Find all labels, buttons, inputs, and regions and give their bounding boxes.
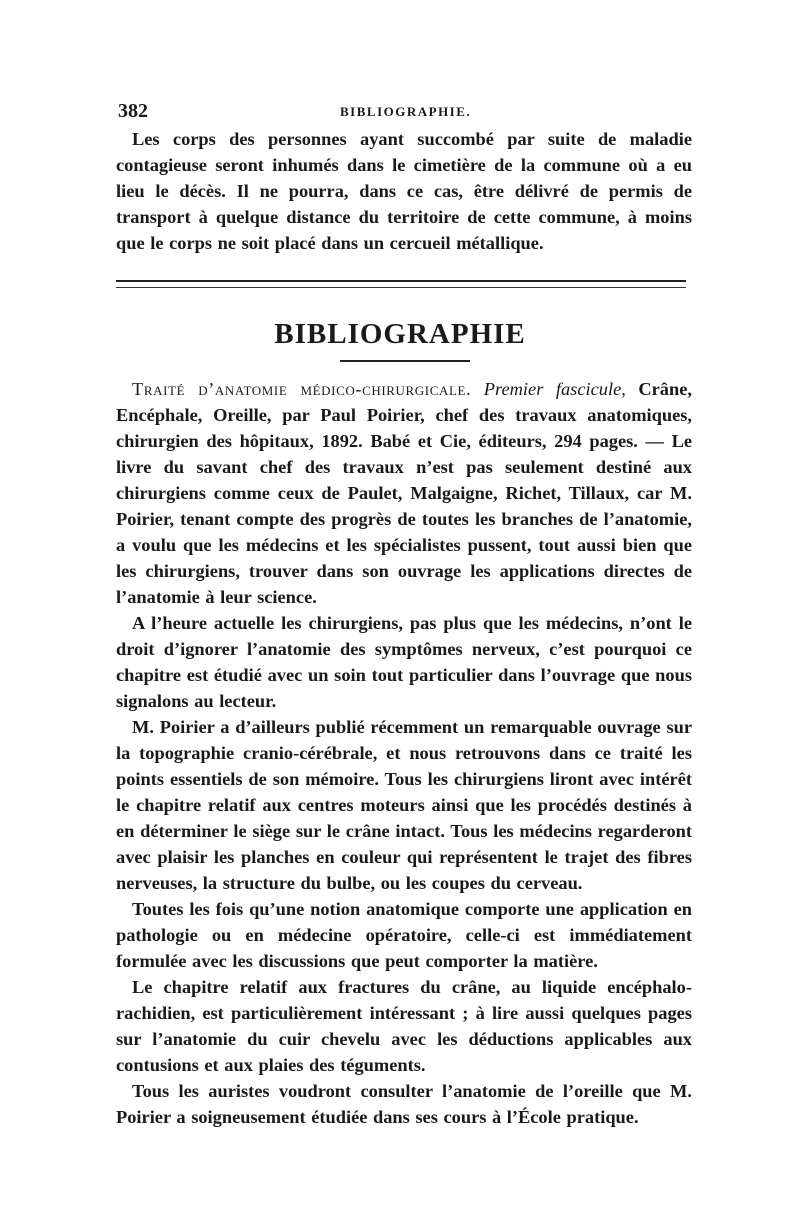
top-paragraph-block xyxy=(116,126,692,256)
review-paragraph: Tous les auristes voudront consulter l’anatomie de l’oreille que M. Poirier a soigneusement étudiée dans ses cours à l’École pratique. xyxy=(116,1081,692,1127)
bibliography-entry xyxy=(116,376,692,610)
book-fascicle: Premier fascicule, xyxy=(483,379,626,399)
review-paragraph: Toutes les fois qu’une notion anatomique comporte une application en pathologie ou en médecine opératoire, celle-ci est immédiatement formulée avec les discussions que peut comporter la matière. xyxy=(116,899,692,971)
bibliography-body xyxy=(116,376,692,1130)
entry-text: Crâne, Encéphale, Oreille, par Paul Poirier, chef des travaux anatomiques, chirurgien des hôpitaux, 1892. Babé et Cie, éditeurs, 294 pages. — Le livre du savant chef des travaux n’est pas seulement destiné aux chirurgiens comme ceux de Paulet, Malgaigne, Richet, Tillaux, car M. Poirier, tenant compte des progrès de toutes les branches de l’anatomie, a voulu que les médecins et les spécialistes pussent, tout aussi bien que les chirurgiens, trouver dans son ouvrage les applications directes de l’anatomie à leur science. xyxy=(116,379,692,607)
separator-rule-thin xyxy=(116,287,686,288)
section-title: BIBLIOGRAPHIE xyxy=(274,318,526,350)
page-number: 382 xyxy=(118,100,148,122)
review-paragraph: Le chapitre relatif aux fractures du crâne, au liquide encéphalo-rachidien, est particulièrement intéressant ; à lire aussi quelques pages sur l’anatomie du cuir chevelu avec les déductions applicables aux contusions et aux plaies des téguments. xyxy=(116,977,692,1075)
separator-rule-thick xyxy=(116,280,686,282)
review-paragraph: A l’heure actuelle les chirurgiens, pas plus que les médecins, n’ont le droit d’ignorer l’anatomie des symptômes nerveux, c’est pourquoi ce chapitre est étudié avec un soin tout particulier dans l’ouvrage que nous signalons au lecteur. xyxy=(116,613,692,711)
title-underline xyxy=(340,360,470,362)
book-title: Traité d’anatomie médico-chirurgicale. xyxy=(132,379,472,399)
running-head xyxy=(118,100,690,124)
review-paragraph: M. Poirier a d’ailleurs publié récemment un remarquable ouvrage sur la topographie cranio-cérébrale, et nous retrouvons dans ce traité les points essentiels de son mémoire. Tous les chirurgiens liront avec intérêt le chapitre relatif aux centres moteurs ainsi que les procédés destinés à en déterminer le siège sur le crâne intact. Tous les médecins regarderont avec plaisir les planches en couleur qui représentent le trajet des fibres nerveuses, la structure du bulbe, ou les coupes du cerveau. xyxy=(116,717,692,893)
top-paragraph: Les corps des personnes ayant succombé par suite de maladie contagieuse seront inhumés dans le cimetière de la commune où a eu lieu le décès. Il ne pourra, dans ce cas, être délivré de permis de transport à quelque distance du territoire de cette commune, à moins que le corps ne soit placé dans un cercueil métallique. xyxy=(116,129,692,253)
running-title: BIBLIOGRAPHIE. xyxy=(340,104,472,119)
